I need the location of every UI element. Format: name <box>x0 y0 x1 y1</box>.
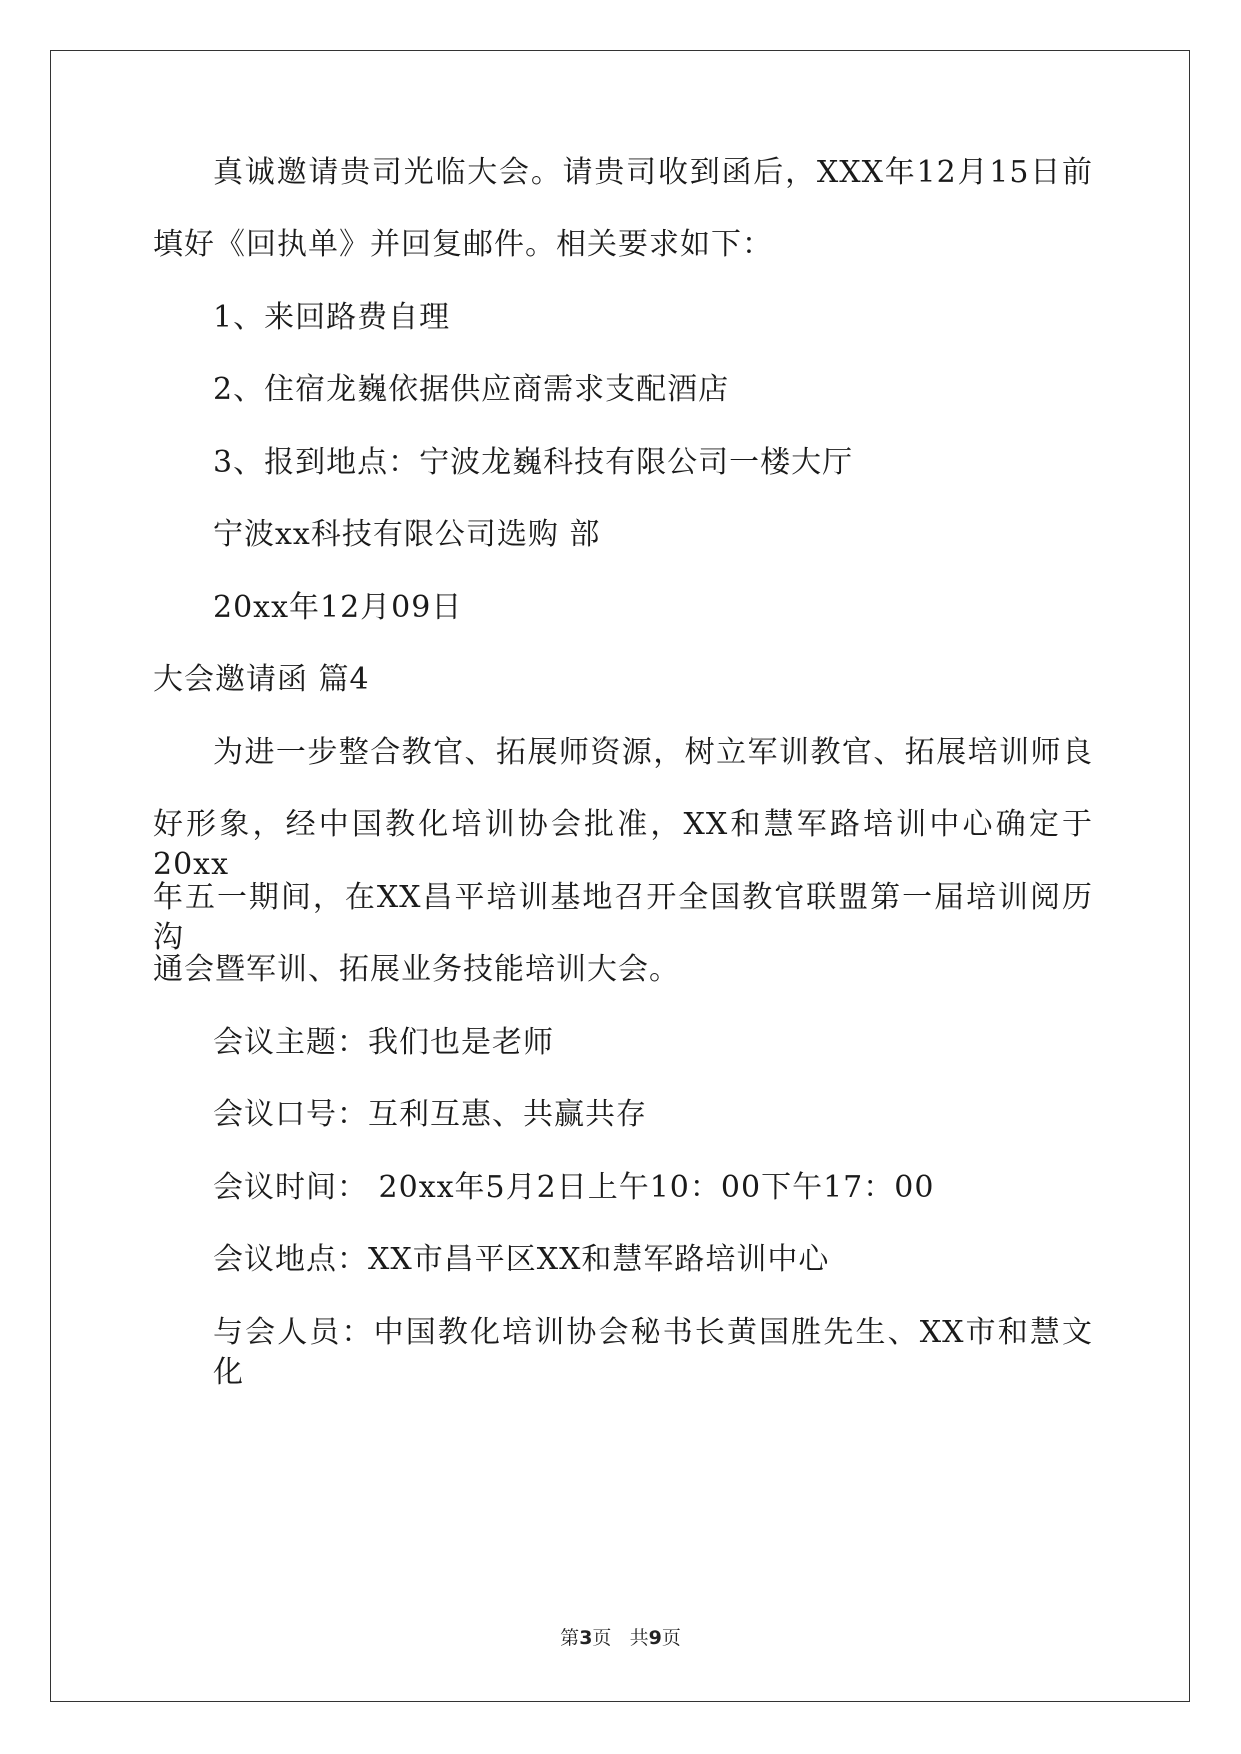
meeting-theme: 会议主题：我们也是老师 <box>213 1025 554 1060</box>
section-heading: 大会邀请函 篇4 <box>153 662 370 697</box>
meeting-location: 会议地点：XX市昌平区XX和慧军路培训中心 <box>213 1242 830 1277</box>
meeting-attendees: 与会人员：中国教化培训协会秘书长黄国胜先生、XX市和慧文化 <box>213 1315 1093 1390</box>
paragraph-line-4: 好形象，经中国教化培训协会批准，XX和慧军路培训中心确定于20xx <box>153 807 1093 882</box>
sender-organization: 宁波xx科技有限公司选购 部 <box>213 517 601 552</box>
paragraph-line-6: 通会暨军训、拓展业务技能培训大会。 <box>153 952 680 987</box>
paragraph-line-2: 填好《回执单》并回复邮件。相关要求如下： <box>153 227 773 262</box>
footer-page-total: 9 <box>648 1627 662 1649</box>
requirement-item-2: 2、住宿龙巍依据供应商需求支配酒店 <box>213 372 730 407</box>
paragraph-line-5: 年五一期间，在XX昌平培训基地召开全国教官联盟第一届培训阅历沟 <box>153 880 1093 955</box>
footer-page-unit: 页 <box>592 1627 612 1649</box>
paragraph-line-1: 真诚邀请贵司光临大会。请贵司收到函后，XXX年12月15日前 <box>213 155 1093 190</box>
requirement-item-3: 3、报到地点：宁波龙巍科技有限公司一楼大厅 <box>213 445 854 480</box>
footer-page-prefix: 第 <box>560 1627 580 1649</box>
sender-date: 20xx年12月09日 <box>213 590 463 625</box>
footer-total-prefix: 共 <box>629 1627 649 1649</box>
footer-page-current: 3 <box>579 1627 593 1649</box>
requirement-item-1: 1、来回路费自理 <box>213 300 451 335</box>
meeting-time: 会议时间： 20xx年5月2日上午10：00下午17：00 <box>213 1170 935 1205</box>
meeting-slogan: 会议口号：互利互惠、共赢共存 <box>213 1097 647 1132</box>
paragraph-line-3: 为进一步整合教官、拓展师资源，树立军训教官、拓展培训师良 <box>213 735 1093 770</box>
footer-total-unit: 页 <box>661 1627 681 1649</box>
page-footer <box>0 1626 1241 1650</box>
